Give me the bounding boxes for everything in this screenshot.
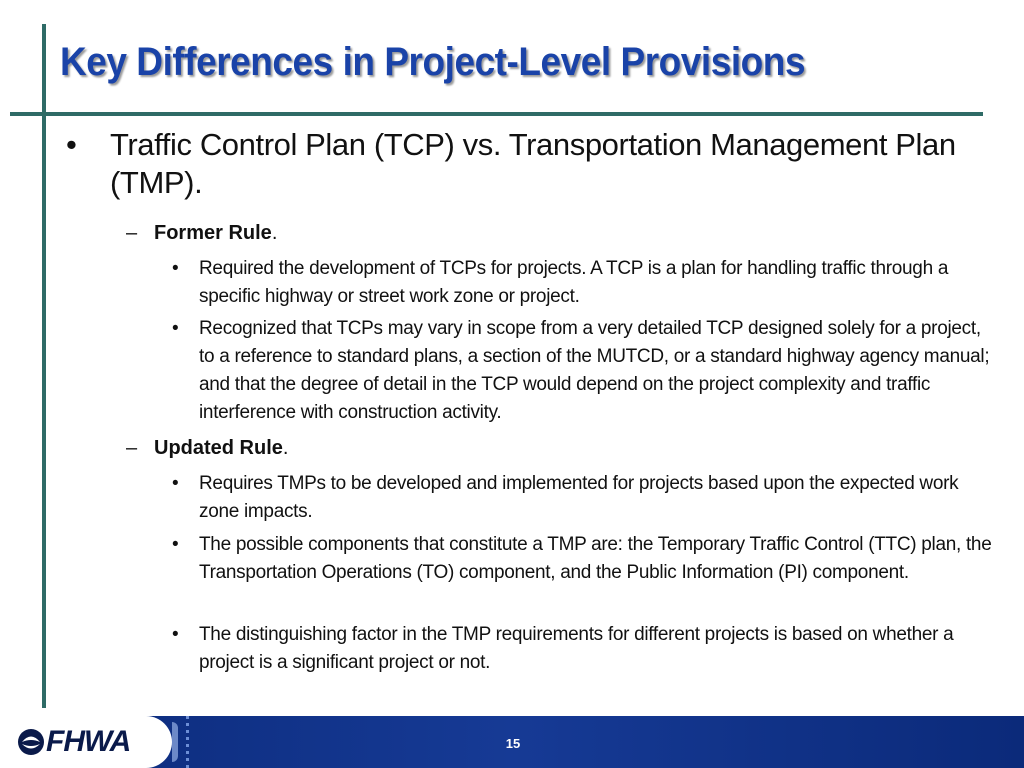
updated-rule-label: Updated Rule [154, 437, 283, 459]
footer-bar [0, 716, 1024, 768]
updated-item-3-text: The distinguishing factor in the TMP requirements for different projects is based on whether a project is a significant project or not. [199, 624, 954, 673]
dash-marker: – [126, 437, 138, 459]
former-item-1-text: Required the development of TCPs for projects. A TCP is a plan for handling traffic through a specific highway or street work zone or project. [199, 258, 949, 307]
bullet-marker: • [66, 127, 77, 162]
footer-dotted-divider [186, 716, 189, 768]
bullet-marker: • [172, 624, 179, 645]
updated-item-2 [172, 531, 997, 587]
former-item-2 [172, 315, 997, 427]
main-bullet-text: Traffic Control Plan (TCP) vs. Transportation Management Plan (TMP). [110, 127, 956, 200]
bullet-marker: • [172, 318, 179, 339]
updated-rule-period: . [282, 437, 289, 459]
slide-title: Key Differences in Project-Level Provisions [60, 40, 806, 84]
former-item-1 [172, 255, 997, 311]
updated-item-3 [172, 621, 997, 677]
former-rule-label: Former Rule [154, 222, 272, 244]
logo-panel-edge [172, 722, 178, 762]
updated-item-1 [172, 470, 997, 526]
former-item-2-text: Recognized that TCPs may vary in scope from a very detailed TCP designed solely for a project, to a reference to standard plans, a section of the MUTCD, or a standard highway agency manual; and that the degree of detail in the TCP would depend on the project complexity and traffic interference with construction activity. [199, 318, 990, 423]
updated-item-1-text: Requires TMPs to be developed and implemented for projects based upon the expected work zone impacts. [199, 473, 959, 522]
updated-rule-heading [126, 435, 288, 461]
bullet-marker: • [172, 473, 179, 494]
fhwa-shield-icon [16, 727, 46, 757]
page-number: 15 [505, 736, 521, 751]
bullet-marker: • [172, 534, 179, 555]
former-rule-heading [126, 220, 277, 246]
bullet-marker: • [172, 258, 179, 279]
main-bullet [66, 126, 966, 202]
updated-item-2-text: The possible components that constitute a TMP are: the Temporary Traffic Control (TTC) plan, the Transportation Operations (TO) component, and the Public Information (PI) component. [199, 534, 992, 583]
fhwa-logo-text: FHWA [46, 725, 131, 758]
former-rule-period: . [271, 222, 278, 244]
dash-marker: – [126, 222, 138, 244]
